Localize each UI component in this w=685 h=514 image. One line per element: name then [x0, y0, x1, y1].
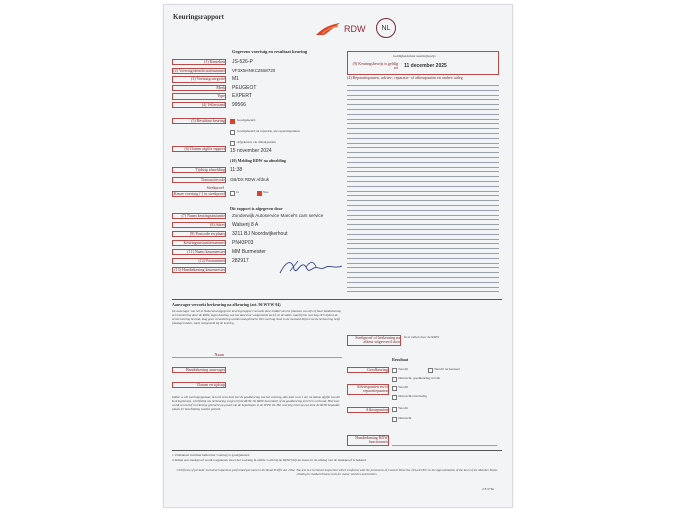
rdw-reject-label: Afkeurpunten: [347, 407, 389, 413]
repair-ruled-line: [347, 119, 499, 120]
vehicle-fields: [172, 59, 342, 111]
repair-ruled-line: [347, 219, 499, 220]
repair-ruled-line: [347, 248, 499, 249]
repair-ruled-line: [347, 263, 499, 264]
repair-ruled-line: [347, 95, 499, 96]
repair-ruled-line: [347, 123, 499, 124]
appeal-name-label: Naam: [214, 352, 224, 357]
rdw-signature-label: Handtekening RDW functionaris: [347, 435, 389, 446]
rdw-result-heading: Resultaat: [392, 357, 409, 362]
reject-correct-checkbox: [392, 407, 397, 412]
sample-yes-checkbox: [230, 191, 235, 196]
repair-ruled-line: [347, 224, 499, 225]
repair-ruled-line: [347, 243, 499, 244]
sample-no-checkbox: [257, 191, 262, 196]
repair-ruled-line: [347, 287, 499, 288]
rdw-signature-line: [392, 445, 497, 446]
repair-ruled-line: [347, 210, 499, 211]
station-address-value: Walserij 8 A: [232, 222, 259, 228]
sample-question: Keuze voertuig (-) in steekproef: [173, 191, 225, 196]
footnote-1: 1 Uitslaktaal invullen indien het voertuig is goedgekeurd.: [172, 453, 250, 457]
repair-ruled-line: [347, 162, 499, 163]
make-label: Merk: [172, 85, 226, 91]
station-name-value: Zonderwijk Autoservice Marcel's cars service: [232, 213, 324, 218]
repair-ruled-line: [347, 128, 499, 129]
inspector-name-label: (11) Naam keurmeester: [172, 249, 226, 255]
plate-value: JS-526-P: [232, 59, 253, 65]
inspector-signature-label: (13) Handtekening keurmeester: [172, 267, 226, 273]
repair-ruled-line: [347, 167, 499, 168]
footnote-divider: [172, 450, 502, 451]
odometer-label: (4) Tellerstand: [172, 102, 226, 108]
repair-ruled-line: [347, 234, 499, 235]
type-label: Type: [172, 93, 226, 99]
repair-ruled-line: [347, 239, 499, 240]
repair-ruled-line: [347, 205, 499, 206]
reject-incorrect-label: Onterecht: [398, 416, 412, 420]
make-value: PEUGEOT: [232, 84, 257, 91]
report-title: Keuringsrapport: [173, 13, 224, 21]
station-postcode-value: 3211 BJ Noordwijkerhout: [232, 231, 288, 237]
repair-ruled-line: [347, 267, 499, 268]
repair-ruled-line: [347, 85, 499, 86]
repair-ruled-line: [347, 104, 499, 105]
approval-repaired-label: Terecht na hersteel: [434, 367, 460, 371]
repair-ruled-line: [347, 114, 499, 115]
approval-correct-label: Terecht: [398, 367, 409, 371]
appeal-note: Indien u, als voertuigeigenaar, het niet eens bent met de goedkeuring van het voertuig, dan kunt u tot 1 uur na datum afgifte van dit keuringsbewijs, schriftelijk om herkeuring vragen bij de RDW. De RDW beoordeelt of de goedkeuring terecht is verleend. Hiervoor wordt een tarief in rekening gebracht op grond van de bepalingen in de WVW 94. Het voertuig moet op een door de RDW bepaalde plaats ter beschikking worden gesteld.: [172, 395, 340, 411]
sample-no-label: Nee: [263, 190, 269, 194]
plate-label: (1) Kenteken: [172, 59, 226, 65]
issue-date-value: 15 november 2024: [230, 148, 272, 154]
type-value: EXPERT: [232, 93, 252, 100]
station-name-label: (7) Naam keuringsinstantie: [172, 213, 226, 219]
transaction-value: GB/DX RDW Afdruk: [230, 177, 270, 182]
approval-correct-checkbox: [392, 368, 397, 373]
repair-ruled-line: [347, 181, 499, 182]
repair-ruled-line: [347, 90, 499, 91]
country-badge: [376, 18, 396, 38]
time-label: Tijdstip afmelding: [172, 167, 226, 173]
category-label: (3) Voertuigcategorie: [172, 76, 226, 82]
notification-heading: (10) Melding RDW na afmelding: [230, 158, 286, 163]
repair-ruled-line: [347, 157, 499, 158]
repair-ruled-line: [347, 272, 499, 273]
vin-label: (2) Voertuigidentificatienummer: [173, 67, 225, 73]
station-number-label: Keuringsinstantienummer: [172, 240, 226, 246]
repair-ruled-line: [347, 195, 499, 196]
rdw-approval-label: Goedkeuring: [347, 367, 389, 373]
approval-repaired-checkbox: [428, 368, 433, 373]
result-rejected-checkbox: [230, 141, 235, 146]
result-rejected-label: Afgekeurd, zie afkeurpunten: [237, 140, 276, 144]
footnote-2: 2 Indien een steekproef wordt toegekend, moet het voertuig in zelfde vorm bij de RDW blijven staan tot de uitslag van de steekproef is bekend.: [172, 458, 367, 462]
rdw-sample-side: In te vullen door de RDW: [404, 335, 440, 339]
reject-correct-label: Terecht: [398, 406, 409, 410]
advice-correct-checkbox: [392, 386, 397, 391]
repair-ruled-line: [347, 147, 499, 148]
result-repair-checkbox: [230, 130, 235, 135]
repair-ruled-line: [347, 258, 499, 259]
rdw-brand: RDW: [344, 24, 366, 34]
repairs-heading: (4) Reparatiepunten, advies-, reparatie- of afkeurpunten en andere uitleg: [347, 75, 463, 80]
appeal-body: De aanvrager van het in Nederland afgegeven keuringsrapport verzoekt door middel van het plaatsen van zijn of haar handtekening een herkeuring door de RDW, tegen betaling van het daarvoor vastgestelde tarief. In de zaken waarbij het voertuig zich tijdens de eerste keuring bevond, mag geen verandering worden aangebracht. Het voertuig moet in de toestand blijven tot de herkeuring heeft plaatsgevonden, zoals vastgesteld bij de keuring.: [172, 309, 341, 325]
vin-value: VF3X5HNKCZ658720: [232, 67, 276, 73]
inspection-report-sheet: [163, 4, 513, 508]
repair-ruled-line: [347, 200, 499, 201]
advice-incorrect-checkbox: [392, 395, 397, 400]
advice-correct-label: Terecht: [398, 385, 409, 389]
appeal-name-line: [172, 357, 342, 358]
approval-incorrect-checkbox: [392, 377, 397, 382]
repair-ruled-line: [347, 282, 499, 283]
approval-incorrect-label: Onterecht, goedkeuring vervalt: [398, 376, 441, 380]
repair-ruled-line: [347, 186, 499, 187]
repair-ruled-line: [347, 152, 499, 153]
station-heading: Dit rapport is afgegeven door: [230, 206, 283, 211]
appeal-heading: Aanvrager verzoekt herkeuring na afkeuring (art. 96 WVW 94): [172, 302, 281, 307]
repair-ruled-line: [347, 143, 499, 144]
result-approved-checkbox: [230, 119, 235, 124]
result-repair-label: Goedgekeurd na reparatie, zie reparatiepunten: [237, 129, 300, 133]
reject-incorrect-checkbox: [392, 417, 397, 422]
result-approved-label: Goedgekeurd: [237, 118, 256, 122]
rdw-sample-label: Steekproef of herkeuring na afkeur uitgevoerd door: [347, 335, 401, 346]
repair-ruled-line: [347, 109, 499, 110]
repair-ruled-line: [347, 277, 499, 278]
advice-incorrect-label: Onterecht/onvolledig: [398, 394, 427, 398]
pass-number-label: (12) Pasnummer: [172, 258, 226, 264]
rdw-logo-flag-icon: [314, 21, 342, 37]
validity-box: [347, 51, 499, 75]
section-divider: [172, 299, 502, 300]
repair-ruled-line: [347, 171, 499, 172]
station-number-value: PN43P03: [232, 240, 254, 246]
result-label: (5) Resultaat keuring: [172, 118, 226, 124]
sample-yes-label: Ja: [236, 190, 239, 194]
repair-ruled-line: [347, 133, 499, 134]
odometer-value: 99566: [232, 101, 246, 108]
certificate-statement: Certificate of periodic technical inspection performed pursuant to the Road Traffic Act 1994. The test is a technical inspection which conforms with the provisions of Council Directive 2014/45/EU on the approximation of the laws of the Member States relating to roadworthiness tests for motor vehicles and trailers.: [176, 468, 498, 476]
category-value: M1: [232, 76, 239, 83]
validity-label: (9) Keuringsbewijs is geldig tot: [352, 61, 398, 71]
repair-ruled-line: [347, 253, 499, 254]
rdw-advice-label: Adviespunten en/of reparatiepunten: [347, 384, 389, 395]
repair-ruled-line: [347, 99, 499, 100]
repair-ruled-line: [347, 215, 499, 216]
inspector-name-value: MM Burmeister: [232, 249, 266, 255]
time-value: 11:38: [230, 167, 243, 173]
validity-top-label: Geldigheidsduur keuringbewijs: [393, 54, 436, 58]
repair-ruled-line: [347, 291, 499, 292]
sample-label: Steekproef: [206, 185, 224, 190]
country-code: NL: [381, 24, 391, 32]
appeal-sign-label: Handtekening aanvrager: [172, 367, 226, 373]
repair-ruled-line: [347, 191, 499, 192]
transaction-label: Transactiecode: [172, 177, 226, 183]
form-code: 2 E 076a: [482, 487, 495, 491]
repair-ruled-line: [347, 138, 499, 139]
issue-date-label: (6) Datum afgifte rapport: [172, 146, 226, 152]
station-address-label: (8) Adres: [172, 222, 226, 228]
pass-number-value: 282917: [232, 258, 249, 264]
validity-value: 11 december 2025: [404, 63, 447, 69]
vehicle-section-title: Gegevens voertuig en resultaat keuring: [232, 49, 308, 54]
repair-ruled-line: [347, 176, 499, 177]
appeal-date-label: Datum en tijdstip: [172, 382, 226, 388]
inspector-signature: [276, 257, 346, 277]
repair-ruled-line: [347, 229, 499, 230]
station-postcode-label: (9) Postcode en plaats: [172, 231, 226, 237]
